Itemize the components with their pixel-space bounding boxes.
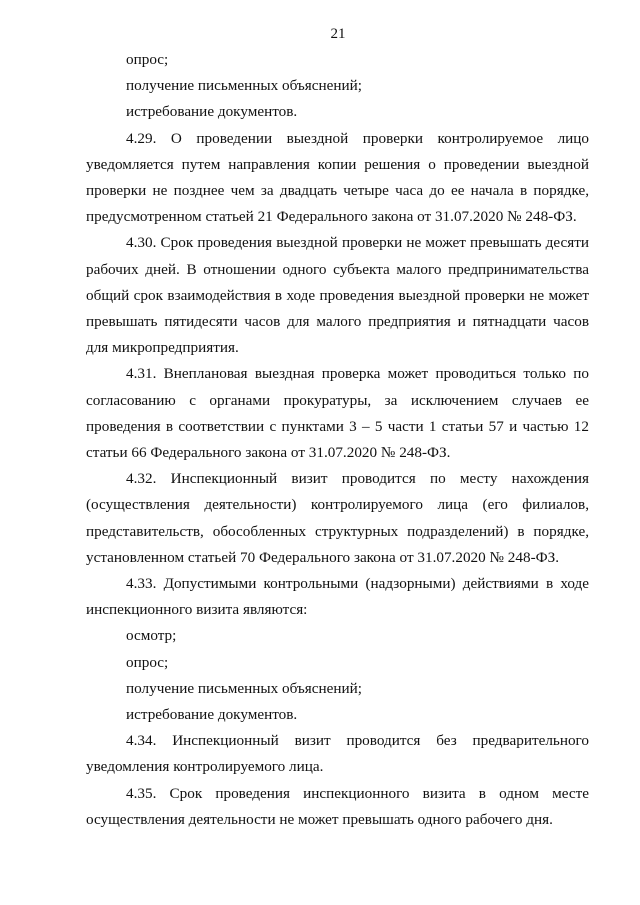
paragraph-4-29: 4.29. О проведении выездной проверки контролируемое лицо уведомляется путем направления копии решения о проведении выездной проверки не позднее чем за двадцать четыре часа до ее начала в порядке, предусмотренном статьей 21 Федерального закона от 31.07.2020 № 248-ФЗ.	[86, 129, 589, 226]
list-item: опрос;	[126, 653, 169, 671]
paragraph-4-33: 4.33. Допустимыми контрольными (надзорными) действиями в ходе инспекционного визита являются:	[86, 575, 589, 619]
paragraph-4-32: 4.32. Инспекционный визит проводится по месту нахождения (осуществления деятельности) контролируемого лица (его филиалов, представительств, обособленных структурных подразделений) в порядке, установленном статьей 70 Федерального закона от 31.07.2020 № 248-ФЗ.	[86, 470, 589, 566]
list-item: получение письменных объяснений;	[126, 77, 362, 95]
paragraph-4-30: 4.30. Срок проведения выездной проверки не может превышать десяти рабочих дней. В отношении одного субъекта малого предпринимательства общий срок взаимодействия в ходе проведения выездной проверки не может превышать пятидесяти часов для малого предприятия и пятнадцати часов для микропредприятия.	[86, 234, 589, 357]
page-number: 21	[330, 26, 346, 42]
paragraph-4-31: 4.31. Внеплановая выездная проверка может проводиться только по согласованию с органами прокуратуры, за исключением случаев ее проведения в соответствии с пунктами 3 – 5 части 1 статьи 57 и частью 12 статьи 66 Федерального закона от 31.07.2020 № 248-ФЗ.	[86, 365, 589, 462]
list-item: опрос;	[126, 51, 169, 68]
paragraph-4-34: 4.34. Инспекционный визит проводится без предварительного уведомления контролируемого лица.	[86, 732, 589, 776]
list-item: получение письменных объяснений;	[126, 679, 362, 697]
list-item: осмотр;	[126, 627, 177, 645]
list-item: истребование документов.	[126, 103, 298, 121]
list-item: истребование документов.	[126, 706, 298, 724]
document-body	[86, 47, 589, 833]
paragraph-4-35: 4.35. Срок проведения инспекционного визита в одном месте осуществления деятельности не может превышать одного рабочего дня.	[86, 784, 589, 828]
